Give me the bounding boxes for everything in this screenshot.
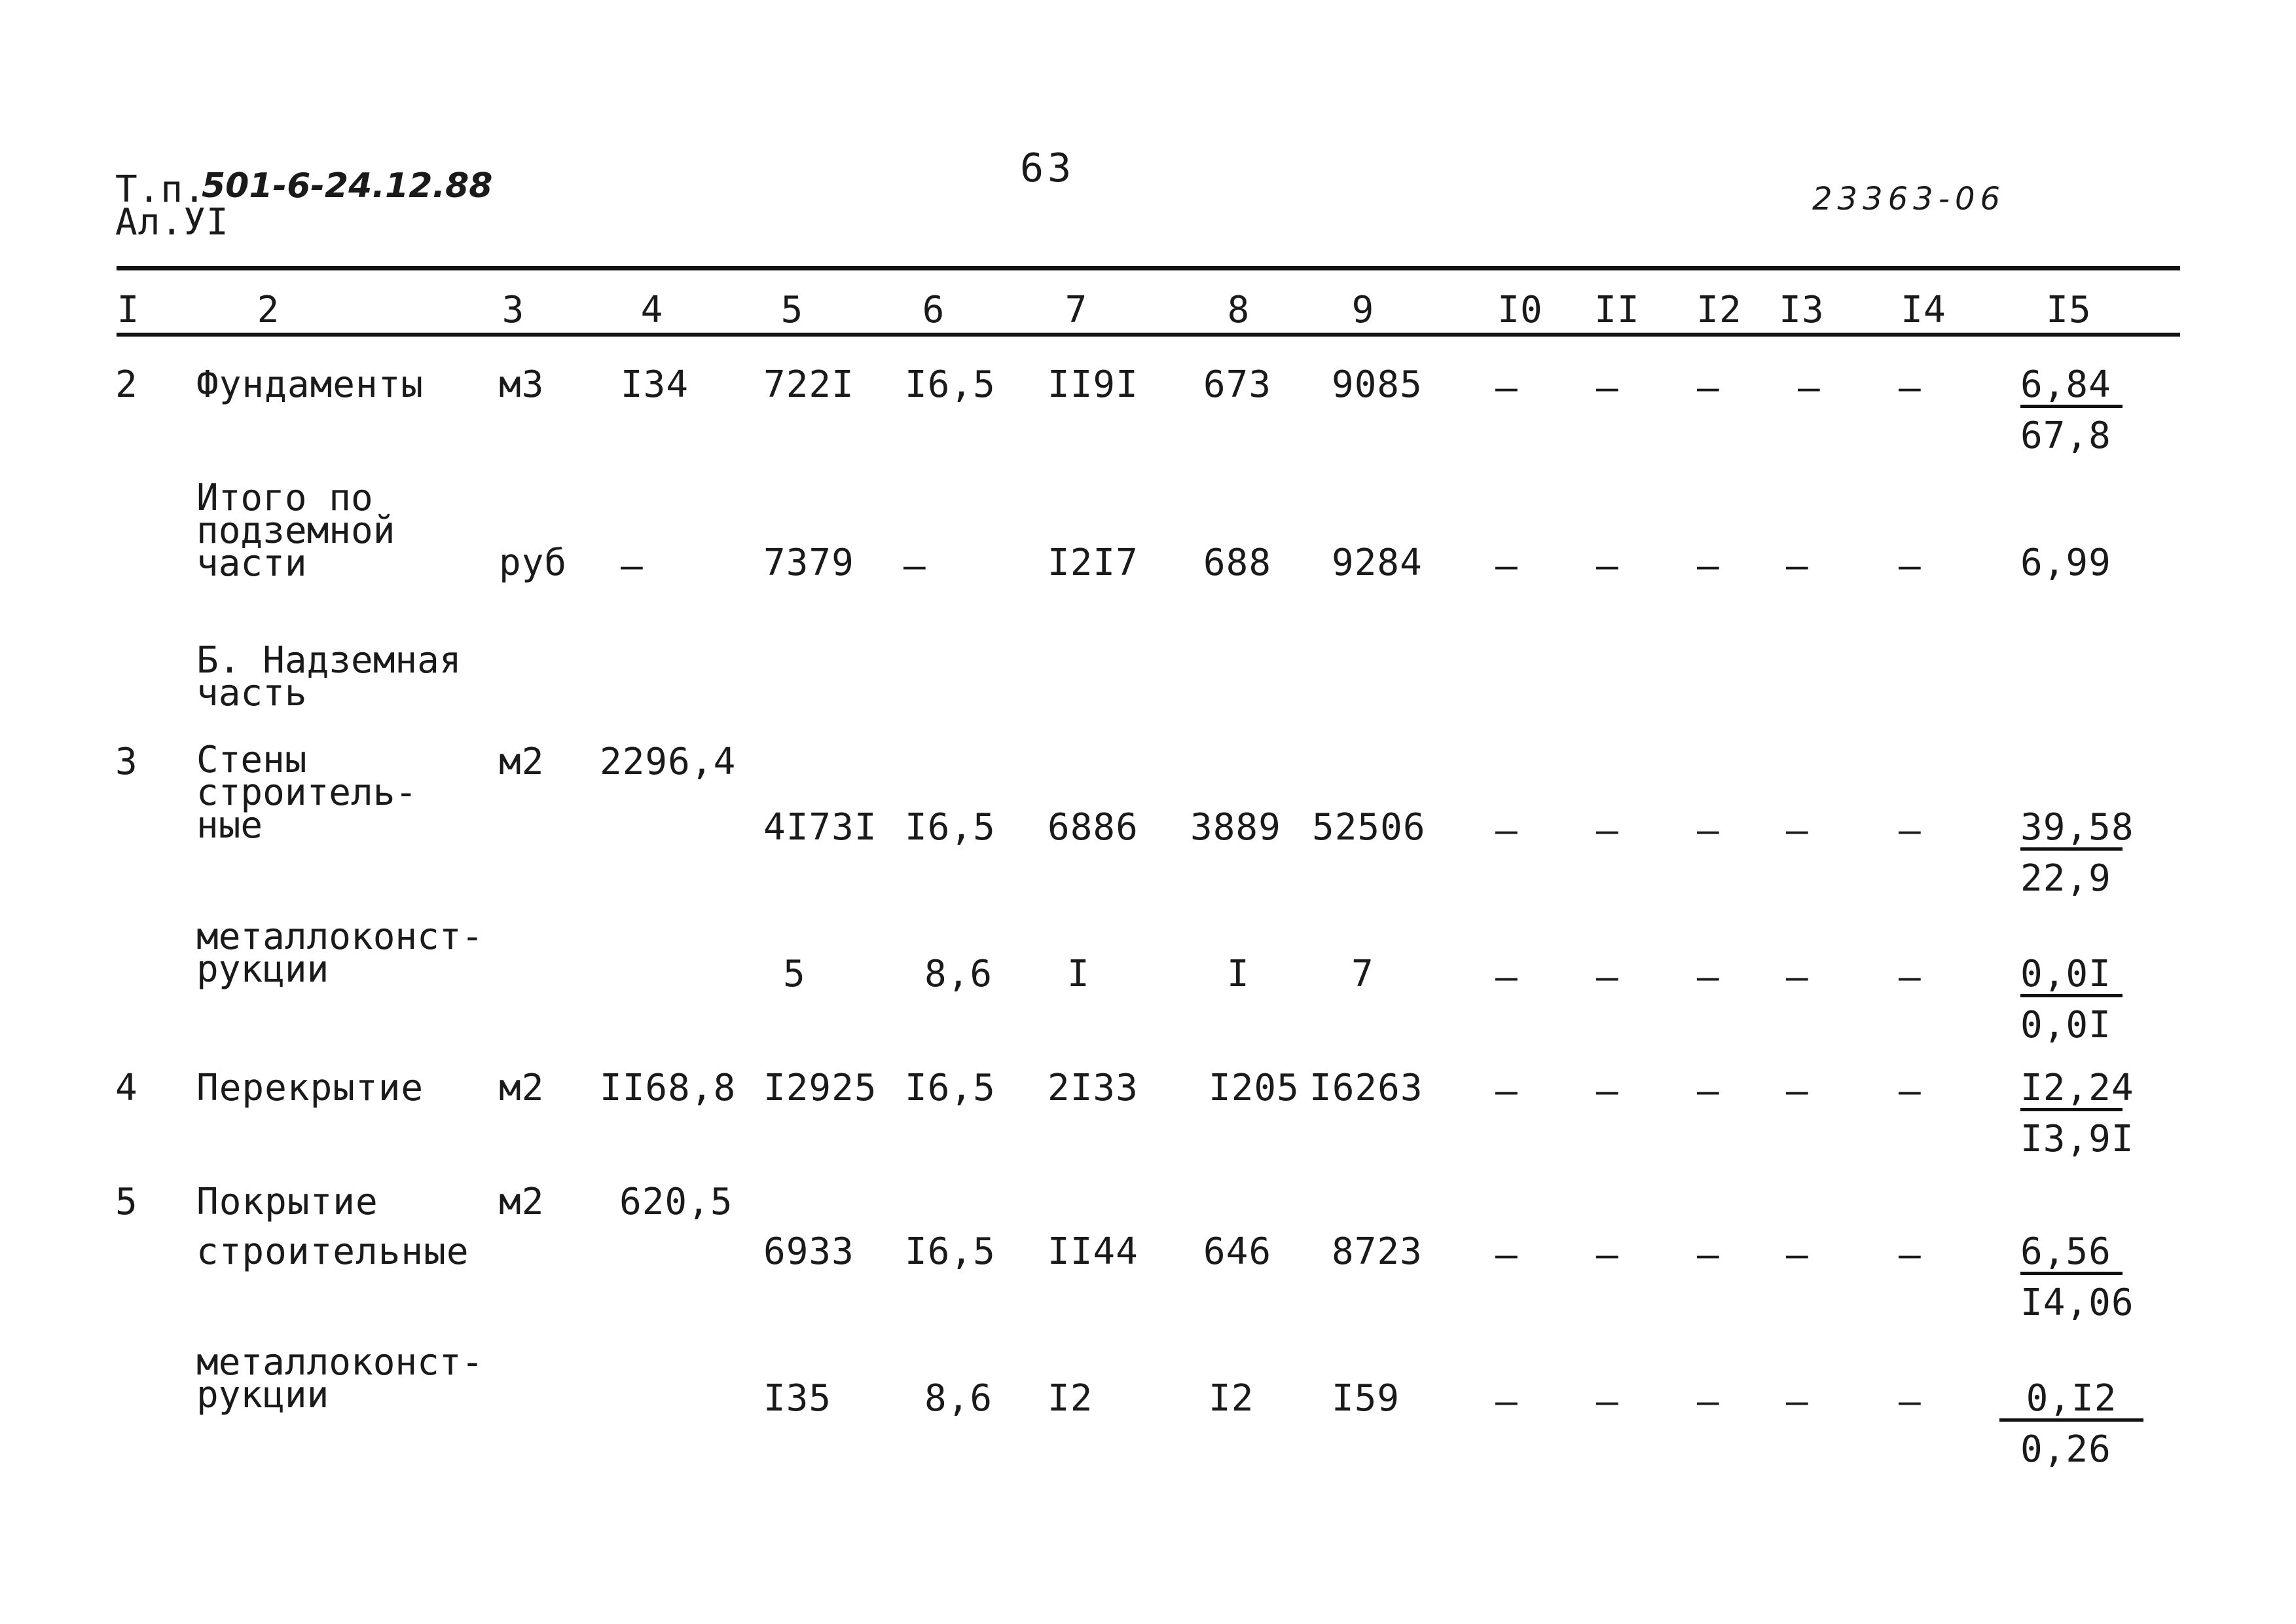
col-header-10: I0	[1497, 289, 1543, 331]
cell-col7: I	[1067, 953, 1090, 995]
cell-col14: –	[1899, 1380, 1921, 1423]
col-header-14: I4	[1901, 289, 1946, 331]
cell-col7: I2	[1048, 1377, 1093, 1420]
col-header-5: 5	[780, 289, 804, 331]
cell-col14: –	[1899, 1070, 1921, 1113]
cell-col8: 3889	[1190, 806, 1281, 849]
col-header-6: 6	[922, 289, 945, 331]
cell-col7: 2I33	[1048, 1067, 1139, 1109]
cell-col5: 4I73I	[763, 806, 877, 849]
cell-col8: 688	[1203, 542, 1272, 584]
cell-col10: –	[1495, 956, 1518, 999]
cell-col8: I205	[1209, 1067, 1300, 1109]
cell-col6: I6,5	[905, 806, 996, 849]
cell-col10: –	[1495, 545, 1518, 587]
cell-col10: –	[1495, 367, 1518, 409]
cell-col11: –	[1596, 809, 1618, 852]
col-header-7: 7	[1065, 289, 1088, 331]
cell-col14: –	[1899, 956, 1921, 999]
cell-col12: –	[1697, 367, 1719, 409]
cell-col9: 9284	[1332, 542, 1423, 584]
cell-col14: –	[1899, 545, 1921, 587]
cell-col12: –	[1697, 1234, 1719, 1276]
cell-col13: –	[1786, 1380, 1808, 1423]
cell-col15-bottom: 0,0I	[2020, 1004, 2111, 1046]
cell-col8: 673	[1203, 363, 1272, 406]
cell-col9: I59	[1332, 1377, 1400, 1420]
cell-col10: –	[1495, 1070, 1518, 1113]
cell-col9: I6263	[1309, 1067, 1423, 1109]
cell-col12: –	[1697, 1070, 1719, 1113]
cell-col12: –	[1697, 1380, 1719, 1423]
cell-col4: –	[621, 545, 643, 587]
cell-col9: 52506	[1312, 806, 1426, 849]
col-header-3: 3	[501, 289, 525, 331]
header-rule	[117, 333, 2180, 337]
cell-col5: I35	[763, 1377, 832, 1420]
cell-col15-bottom: 67,8	[2020, 415, 2111, 457]
cell-col4: 620,5	[619, 1181, 733, 1223]
cell-col15-top: I2,24	[2020, 1070, 2123, 1111]
cell-col6: I6,5	[905, 1067, 996, 1109]
row-name: Покрытие	[196, 1181, 378, 1223]
cell-col11: –	[1596, 956, 1618, 999]
cell-col9: 7	[1351, 953, 1374, 995]
cell-col5: 7379	[763, 542, 854, 584]
row-unit: м2	[499, 1067, 545, 1109]
cell-col15-top: 39,58	[2020, 809, 2123, 851]
cell-col14: –	[1899, 809, 1921, 852]
cell-col10: –	[1495, 1380, 1518, 1423]
cell-col9: 8723	[1332, 1230, 1423, 1273]
cell-col5: I2925	[763, 1067, 877, 1109]
row-number: 2	[115, 363, 138, 406]
cell-col7: 6886	[1048, 806, 1139, 849]
cell-col11: –	[1596, 367, 1618, 409]
col-header-4: 4	[640, 289, 664, 331]
cell-col13: –	[1786, 1234, 1808, 1276]
col-header-2: 2	[257, 289, 280, 331]
row-name: строительные	[196, 1230, 469, 1273]
col-header-13: I3	[1779, 289, 1825, 331]
cell-col6: I6,5	[905, 363, 996, 406]
row-name: Итого по подземной части	[196, 477, 395, 585]
cell-col11: –	[1596, 1234, 1618, 1276]
cell-col6: –	[903, 545, 926, 587]
doc-code: 23363-06	[1812, 181, 2006, 217]
album-label: Ал.УI	[115, 201, 229, 244]
row-unit: руб	[499, 542, 568, 584]
col-header-11: II	[1594, 289, 1640, 331]
cell-col7: II9I	[1048, 363, 1139, 406]
row-name: металлоконст- рукции	[196, 1341, 484, 1416]
cell-col5: 6933	[763, 1230, 854, 1273]
row-name: Перекрытие	[196, 1067, 424, 1109]
cell-col5: 722I	[763, 363, 854, 406]
cell-col15-top: 6,84	[2020, 367, 2123, 408]
cell-col7: II44	[1048, 1230, 1139, 1273]
cell-col10: –	[1495, 1234, 1518, 1276]
cell-col6: I6,5	[905, 1230, 996, 1273]
col-header-1: I	[117, 289, 140, 331]
col-header-8: 8	[1227, 289, 1250, 331]
col-header-15: I5	[2046, 289, 2092, 331]
col-header-9: 9	[1351, 289, 1375, 331]
cell-col8: I	[1227, 953, 1250, 995]
cell-col12: –	[1697, 956, 1719, 999]
top-rule	[117, 266, 2180, 270]
doc-number: 501-6-24.12.88	[202, 166, 493, 206]
cell-col13: –	[1798, 367, 1820, 409]
cell-col15-bottom: 0,26	[2020, 1428, 2111, 1471]
cell-col15-top: 6,56	[2020, 1234, 2123, 1275]
cell-col4: 2296,4	[600, 741, 737, 783]
row-name: металлоконст- рукции	[196, 915, 484, 991]
row-name: Б. Надземная часть	[196, 639, 462, 714]
cell-col13: –	[1786, 809, 1808, 852]
cell-col14: –	[1899, 1234, 1921, 1276]
cell-col8: I2	[1209, 1377, 1254, 1420]
cell-col13: –	[1786, 956, 1808, 999]
cell-col13: –	[1786, 1070, 1808, 1113]
cell-col8: 646	[1203, 1230, 1272, 1273]
doc-prefix: Т.п.	[115, 168, 206, 211]
cell-col15-top: 0,0I	[2020, 956, 2123, 997]
row-name: Стены строитель- ные	[196, 739, 418, 847]
cell-col6: 8,6	[924, 953, 993, 995]
row-number: 3	[115, 741, 138, 783]
cell-col12: –	[1697, 545, 1719, 587]
row-unit: м3	[499, 363, 545, 406]
cell-col11: –	[1596, 1380, 1618, 1423]
cell-col15: 6,99	[2020, 542, 2111, 584]
cell-col15-bottom: I4,06	[2020, 1282, 2134, 1324]
cell-col12: –	[1697, 809, 1719, 852]
cell-col15-bottom: I3,9I	[2020, 1118, 2134, 1160]
page-number: 63	[1020, 145, 1076, 191]
col-header-12: I2	[1696, 289, 1742, 331]
cell-col5: 5	[783, 953, 806, 995]
cell-col10: –	[1495, 809, 1518, 852]
cell-col13: –	[1786, 545, 1808, 587]
cell-col15-top: 0,I2	[1999, 1380, 2143, 1422]
cell-col15-bottom: 22,9	[2020, 857, 2111, 900]
cell-col11: –	[1596, 1070, 1618, 1113]
cell-col6: 8,6	[924, 1377, 993, 1420]
cell-col14: –	[1899, 367, 1921, 409]
row-number: 5	[115, 1181, 138, 1223]
row-number: 4	[115, 1067, 138, 1109]
row-name: Фундаменты	[196, 363, 424, 406]
cell-col4: I34	[620, 363, 689, 406]
row-unit: м2	[499, 1181, 545, 1223]
cell-col9: 9085	[1332, 363, 1423, 406]
cell-col7: I2I7	[1048, 542, 1139, 584]
cell-col11: –	[1596, 545, 1618, 587]
cell-col4: II68,8	[600, 1067, 737, 1109]
row-unit: м2	[499, 741, 545, 783]
